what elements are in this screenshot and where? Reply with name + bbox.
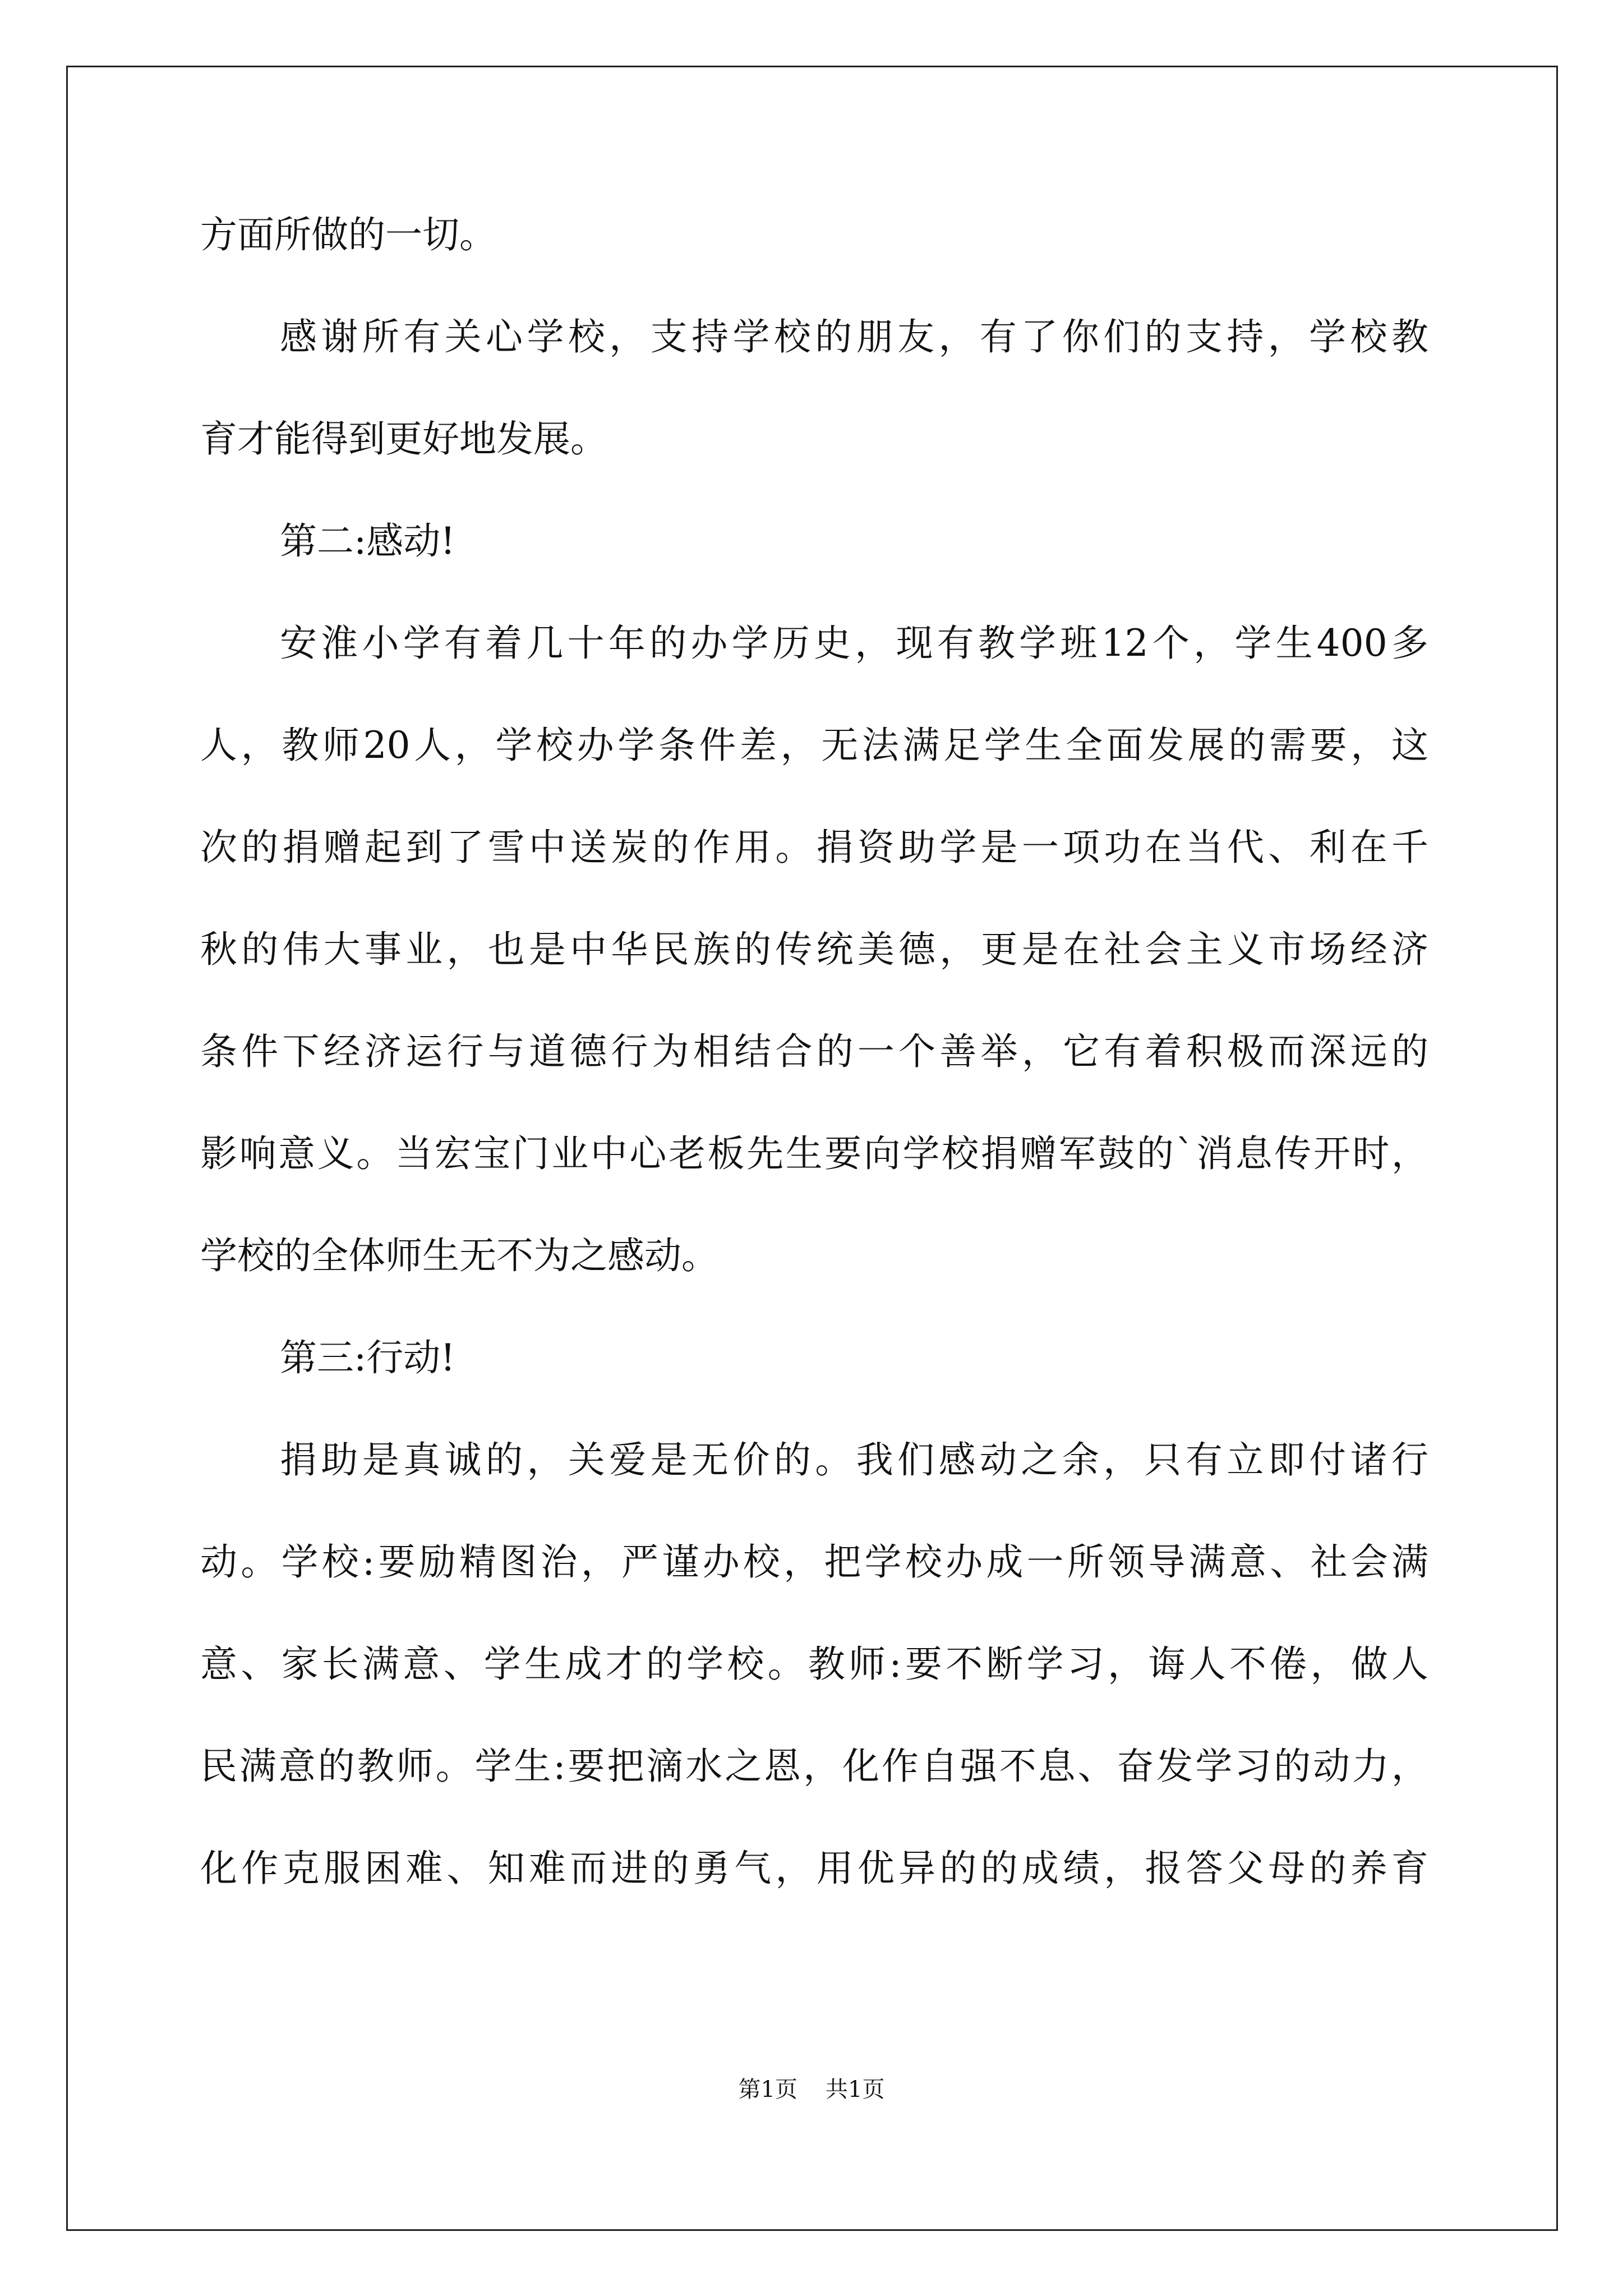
text-line: 感谢所有关心学校，支持学校的朋友，有了你们的支持，学校教 (280, 315, 1428, 358)
text-line: 意、家长满意、学生成才的学校。教师:要不断学习，诲人不倦，做人 (200, 1642, 1428, 1686)
text-line: 动。学校:要励精图治，严谨办校，把学校办成一所领导满意、社会满 (200, 1540, 1428, 1584)
text-line: 民满意的教师。学生:要把滴水之恩，化作自强不息、奋发学习的动力， (200, 1745, 1428, 1788)
text-line: 育才能得到更好地发展。 (200, 417, 607, 461)
text-line: 影响意义。当宏宝门业中心老板先生要向学校捐赠军鼓的`消息传开时， (200, 1132, 1428, 1175)
section-heading: 第二:感动! (280, 519, 455, 563)
text-line: 方面所做的一切。 (200, 213, 496, 256)
text-line: 秋的伟大事业，也是中华民族的传统美德，更是在社会主义市场经济 (200, 928, 1428, 971)
text-line: 人，教师20人，学校办学条件差，无法满足学生全面发展的需要，这 (200, 724, 1428, 767)
page-total: 共1页 (826, 2077, 885, 2102)
text-line: 条件下经济运行与道德行为相结合的一个善举，它有着积极而深远的 (200, 1030, 1428, 1073)
text-line: 化作克服困难、知难而进的勇气，用优异的的成绩，报答父母的养育 (200, 1847, 1428, 1890)
text-line: 学校的全体师生无不为之感动。 (200, 1234, 718, 1277)
page-number: 第1页 (738, 2077, 797, 2102)
text-line: 次的捐赠起到了雪中送炭的作用。捐资助学是一项功在当代、利在千 (200, 826, 1428, 869)
text-line: 捐助是真诚的，关爱是无价的。我们感动之余，只有立即付诸行 (280, 1438, 1428, 1481)
section-heading: 第三:行动! (280, 1336, 455, 1379)
document-body (200, 213, 1428, 1949)
page-footer (0, 2076, 1623, 2104)
text-line: 安淮小学有着几十年的办学历史，现有教学班12个，学生400多 (280, 622, 1428, 665)
